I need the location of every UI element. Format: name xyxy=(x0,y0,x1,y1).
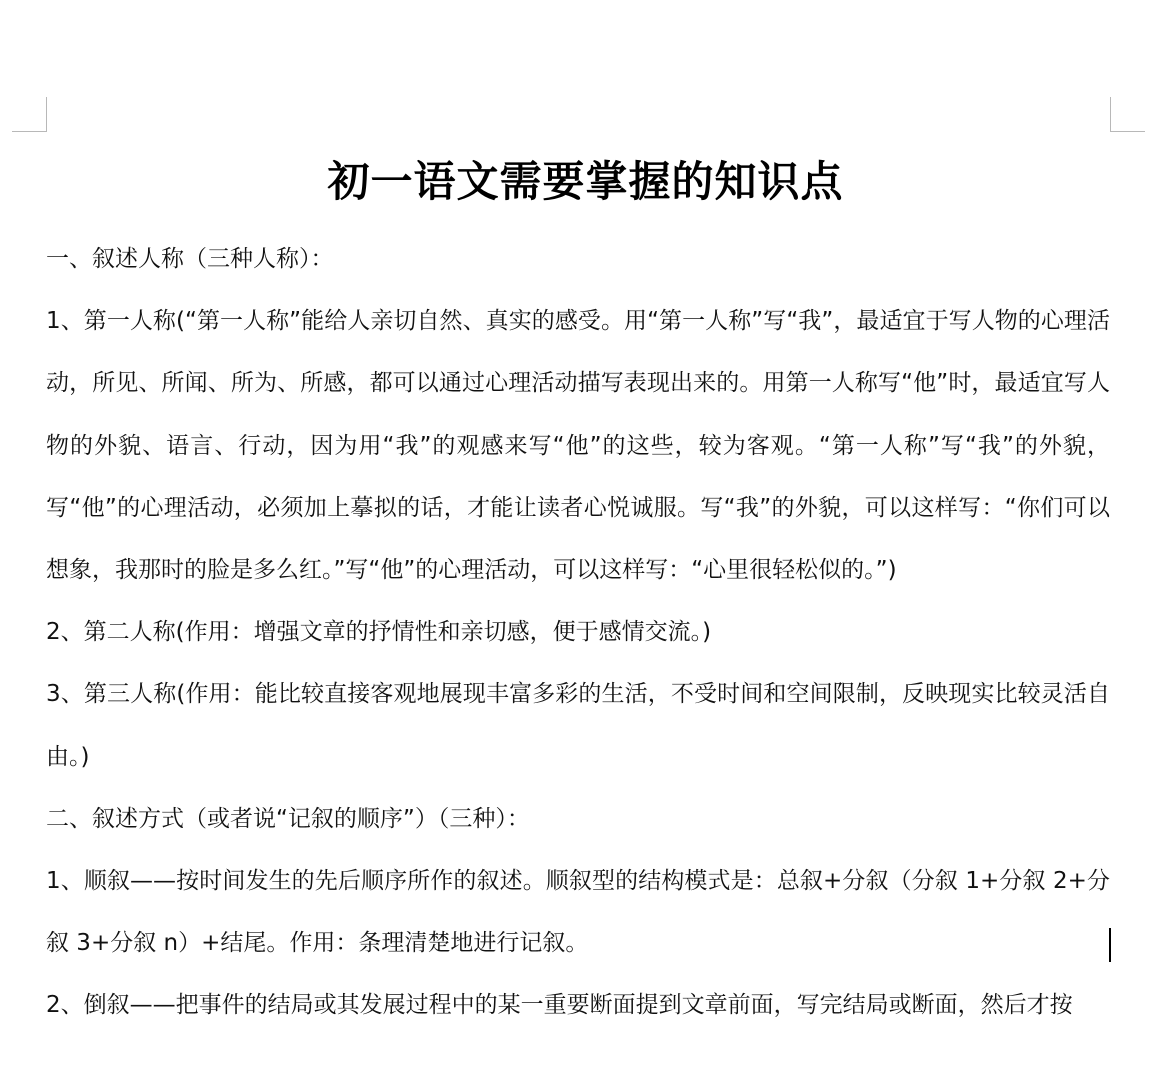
paragraph-third-person[interactable]: 3、第三人称(作用：能比较直接客观地展现丰富多彩的生活，不受时间和空间限制，反映现实比较灵活自由。) xyxy=(46,681,1110,770)
document-body[interactable] xyxy=(46,228,1110,1037)
paragraph-flashback-narration[interactable]: 2、倒叙——把事件的结局或其发展过程中的某一重要断面提到文章前面，写完结局或断面，然后才按 xyxy=(46,992,1073,1019)
paragraph-chronological-narration[interactable]: 1、顺叙——按时间发生的先后顺序所作的叙述。顺叙型的结构模式是：总叙+分叙（分叙 1+分叙 2+分叙 3+分叙 n）+结尾。作用：条理清楚地进行记叙。 xyxy=(46,868,1110,957)
paragraph-narrative-order-heading[interactable]: 二、叙述方式（或者说“记叙的顺序”）（三种）： xyxy=(46,805,530,832)
text-cursor xyxy=(1109,928,1111,962)
crop-mark-top-right xyxy=(1110,97,1145,132)
paragraph-second-person[interactable]: 2、第二人称(作用：增强文章的抒情性和亲切感，便于感情交流。) xyxy=(46,619,712,646)
paragraph-first-person[interactable]: 1、第一人称(“第一人称”能给人亲切自然、真实的感受。用“第一人称”写“我”，最适宜于写人物的心理活动，所见、所闻、所为、所感，都可以通过心理活动描写表现出来的。用第一人称写“他”时，最适宜写人物的外貌、语言、行动，因为用“我”的观感来写“他”的这些，较为客观。“第一人称”写“我”的外貌，写“他”的心理活动，必须加上摹拟的话，才能让读者心悦诚服。写“我”的外貌，可以这样写：“你们可以想象，我那时的脸是多么红。”写“他”的心理活动，可以这样写：“心里很轻松似的。”) xyxy=(46,308,1110,584)
paragraph-narrative-person-heading[interactable]: 一、叙述人称（三种人称）： xyxy=(46,246,334,272)
crop-mark-top-left xyxy=(12,97,47,132)
document-title[interactable]: 初一语文需要掌握的知识点 xyxy=(327,157,844,206)
